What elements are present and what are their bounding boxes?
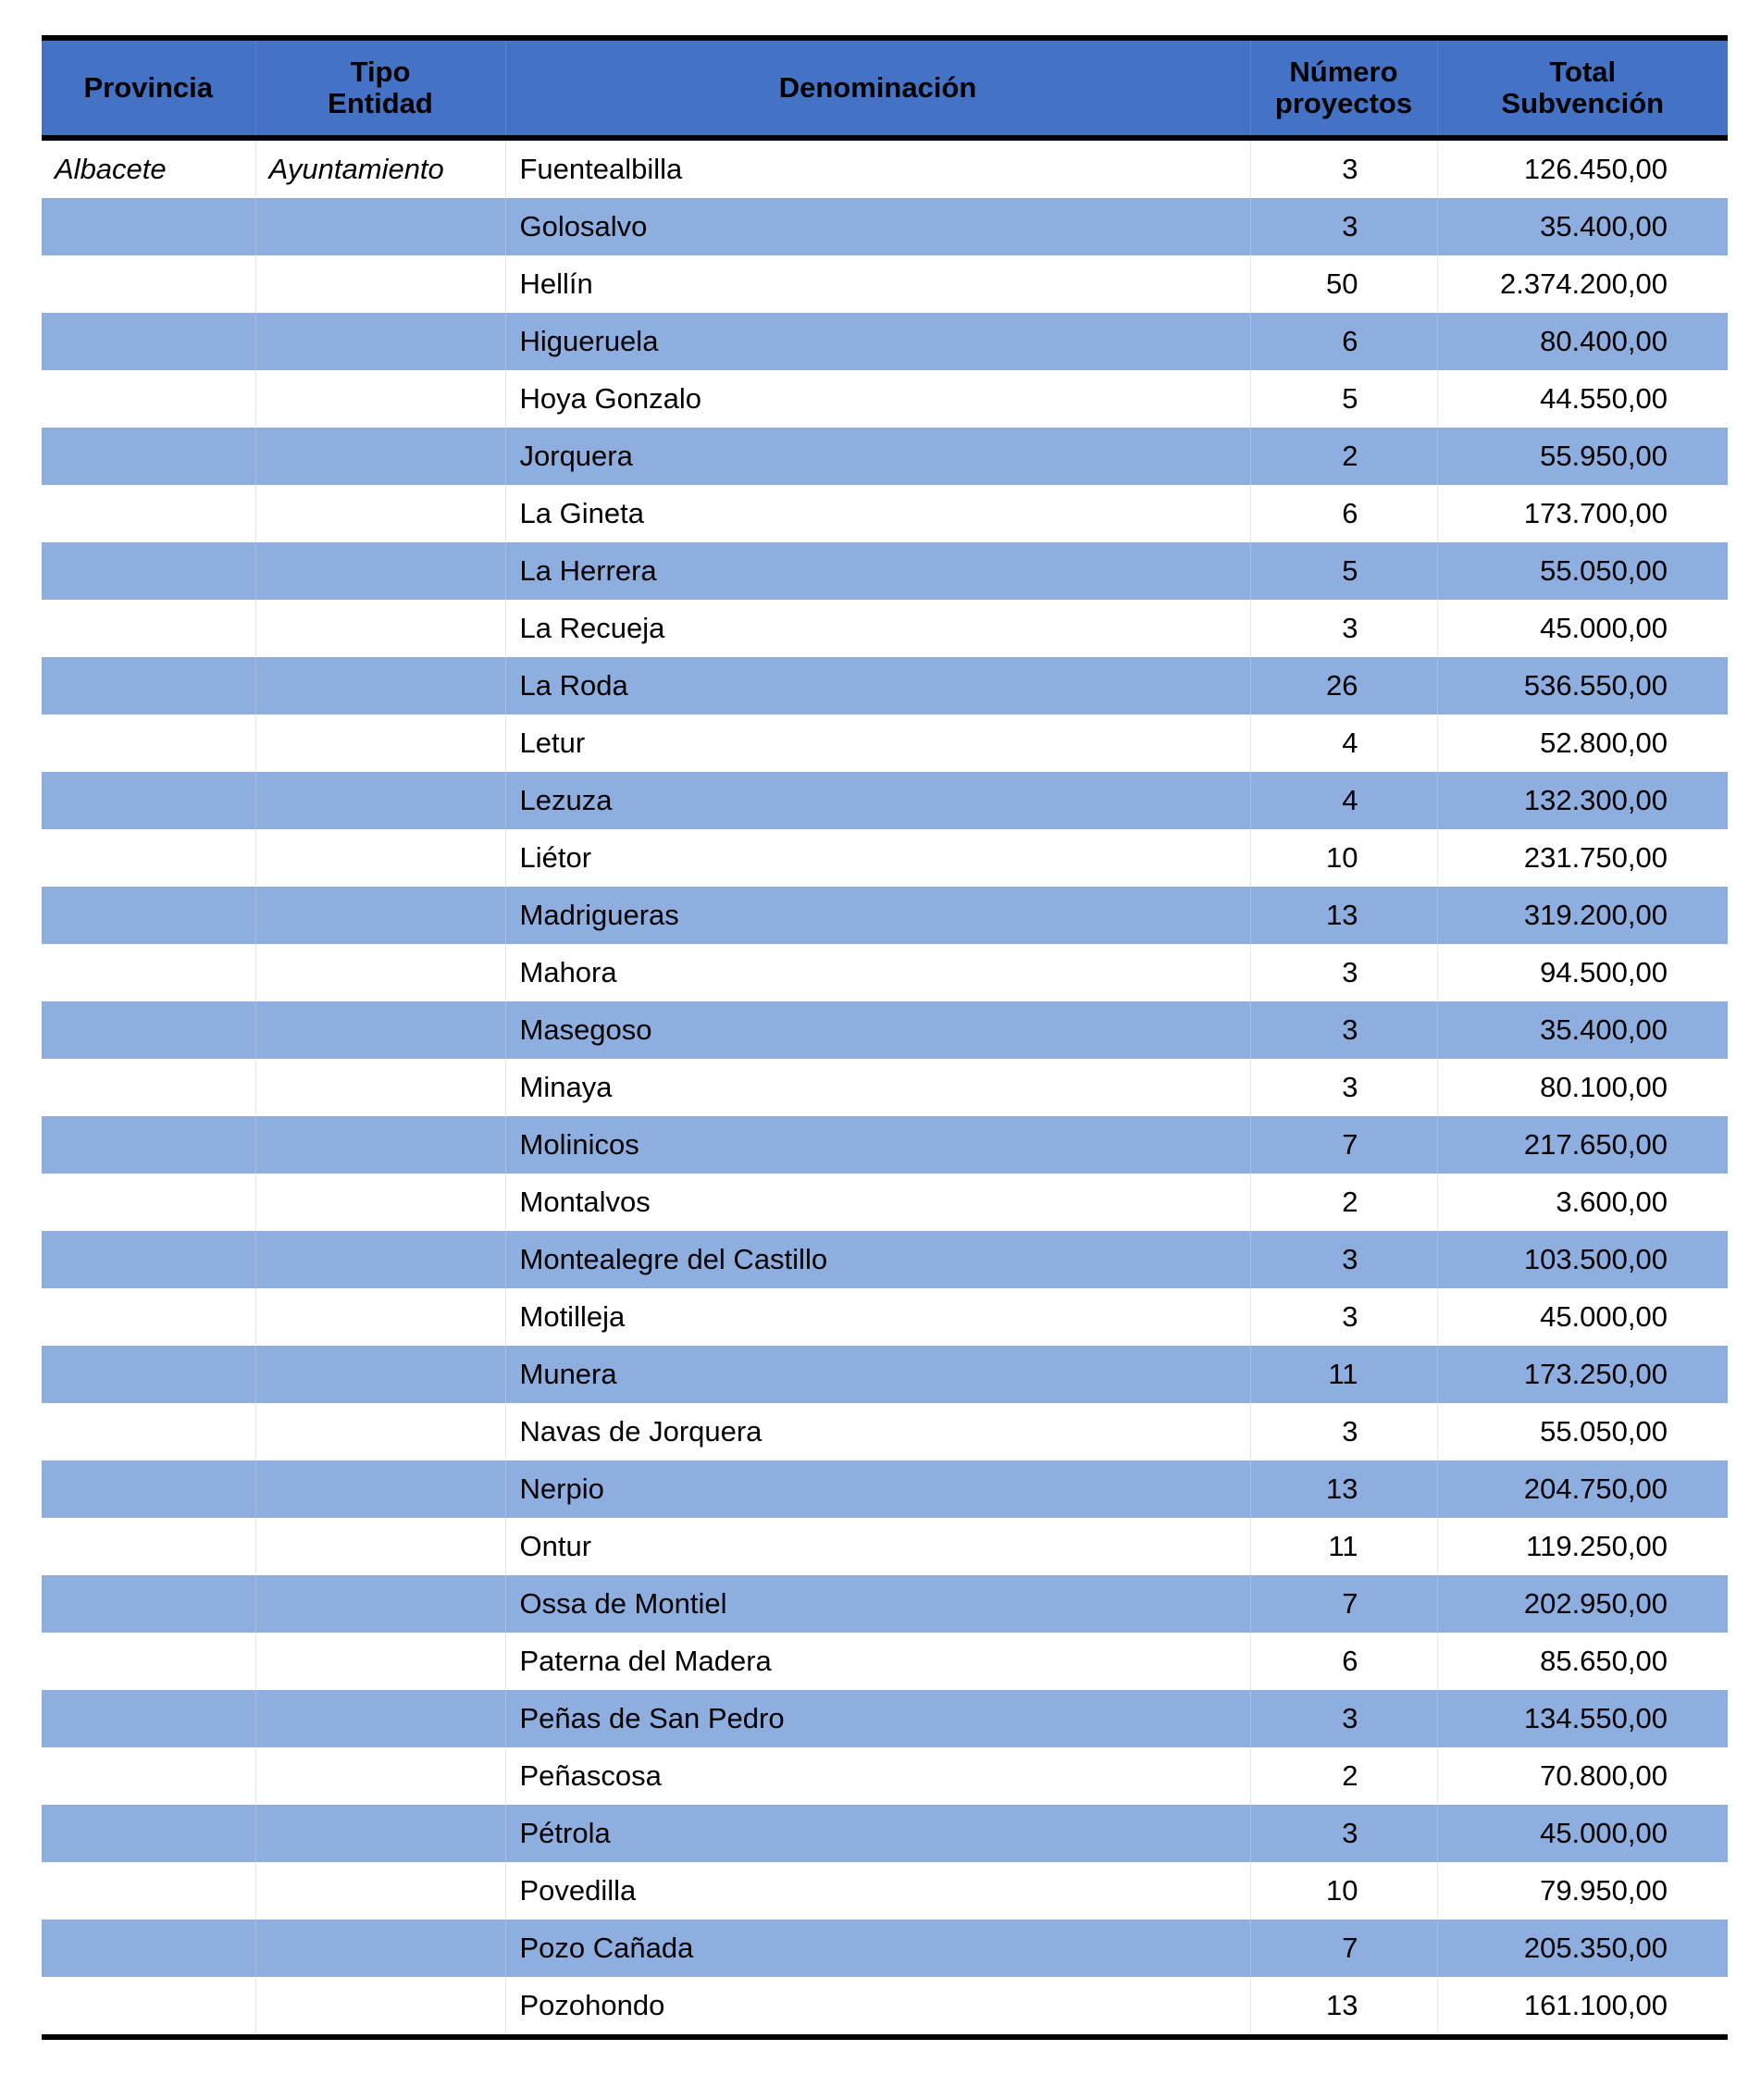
cell-total-subvencion: 536.550,00: [1437, 657, 1728, 714]
cell-numero-proyectos: 3: [1250, 1690, 1437, 1747]
table-row: [42, 887, 1728, 944]
cell-numero-proyectos: 2: [1250, 1174, 1437, 1231]
table-row: [42, 1518, 1728, 1575]
table-row: [42, 600, 1728, 657]
table-row: [42, 1690, 1728, 1747]
header-tipo-entidad: Tipo Entidad: [255, 38, 505, 138]
cell-tipo-entidad: [255, 485, 505, 542]
cell-provincia: [42, 1690, 255, 1747]
cell-tipo-entidad: [255, 1059, 505, 1116]
cell-tipo-entidad: Ayuntamiento: [255, 138, 505, 198]
cell-total-subvencion: 173.250,00: [1437, 1346, 1728, 1403]
cell-total-subvencion: 45.000,00: [1437, 1805, 1728, 1862]
table-row: [42, 1805, 1728, 1862]
cell-provincia: [42, 255, 255, 313]
cell-denominacion: Mahora: [505, 944, 1250, 1001]
cell-numero-proyectos: 6: [1250, 485, 1437, 542]
cell-numero-proyectos: 3: [1250, 1001, 1437, 1059]
table-body: [42, 138, 1728, 2037]
cell-tipo-entidad: [255, 1747, 505, 1805]
cell-tipo-entidad: [255, 829, 505, 887]
header-numero-proyectos: Número proyectos: [1250, 38, 1437, 138]
cell-denominacion: Hellín: [505, 255, 1250, 313]
cell-tipo-entidad: [255, 1174, 505, 1231]
cell-tipo-entidad: [255, 1690, 505, 1747]
cell-numero-proyectos: 3: [1250, 138, 1437, 198]
cell-numero-proyectos: 13: [1250, 1460, 1437, 1518]
cell-denominacion: La Gineta: [505, 485, 1250, 542]
cell-provincia: [42, 600, 255, 657]
cell-provincia: [42, 1977, 255, 2037]
cell-numero-proyectos: 6: [1250, 1633, 1437, 1690]
cell-tipo-entidad: [255, 1231, 505, 1288]
table-row: [42, 1633, 1728, 1690]
cell-tipo-entidad: [255, 255, 505, 313]
table-row: [42, 829, 1728, 887]
cell-total-subvencion: 44.550,00: [1437, 370, 1728, 428]
cell-tipo-entidad: [255, 313, 505, 370]
cell-denominacion: Pozohondo: [505, 1977, 1250, 2037]
cell-total-subvencion: 161.100,00: [1437, 1977, 1728, 2037]
table-row: [42, 428, 1728, 485]
cell-numero-proyectos: 5: [1250, 370, 1437, 428]
cell-provincia: [42, 1460, 255, 1518]
table-row: [42, 772, 1728, 829]
cell-tipo-entidad: [255, 1403, 505, 1460]
cell-denominacion: La Herrera: [505, 542, 1250, 600]
cell-denominacion: Motilleja: [505, 1288, 1250, 1346]
cell-provincia: [42, 657, 255, 714]
cell-tipo-entidad: [255, 887, 505, 944]
cell-tipo-entidad: [255, 1862, 505, 1920]
cell-denominacion: Ontur: [505, 1518, 1250, 1575]
cell-provincia: [42, 714, 255, 772]
cell-total-subvencion: 55.050,00: [1437, 1403, 1728, 1460]
cell-tipo-entidad: [255, 428, 505, 485]
cell-provincia: [42, 1116, 255, 1174]
cell-denominacion: Nerpio: [505, 1460, 1250, 1518]
cell-tipo-entidad: [255, 657, 505, 714]
cell-numero-proyectos: 2: [1250, 428, 1437, 485]
cell-denominacion: Minaya: [505, 1059, 1250, 1116]
cell-denominacion: Letur: [505, 714, 1250, 772]
cell-denominacion: Lezuza: [505, 772, 1250, 829]
cell-denominacion: Higueruela: [505, 313, 1250, 370]
cell-provincia: [42, 1059, 255, 1116]
cell-total-subvencion: 55.050,00: [1437, 542, 1728, 600]
cell-tipo-entidad: [255, 1920, 505, 1977]
cell-denominacion: Molinicos: [505, 1116, 1250, 1174]
cell-denominacion: Fuentealbilla: [505, 138, 1250, 198]
cell-numero-proyectos: 3: [1250, 1231, 1437, 1288]
cell-provincia: [42, 1403, 255, 1460]
cell-denominacion: Hoya Gonzalo: [505, 370, 1250, 428]
cell-provincia: [42, 944, 255, 1001]
cell-numero-proyectos: 11: [1250, 1346, 1437, 1403]
cell-provincia: [42, 1575, 255, 1633]
cell-total-subvencion: 70.800,00: [1437, 1747, 1728, 1805]
cell-tipo-entidad: [255, 1001, 505, 1059]
cell-provincia: [42, 1862, 255, 1920]
cell-numero-proyectos: 3: [1250, 1059, 1437, 1116]
cell-tipo-entidad: [255, 1575, 505, 1633]
table-row: [42, 1575, 1728, 1633]
table-row: [42, 1116, 1728, 1174]
cell-tipo-entidad: [255, 600, 505, 657]
cell-total-subvencion: 134.550,00: [1437, 1690, 1728, 1747]
cell-tipo-entidad: [255, 1977, 505, 2037]
table-row: [42, 313, 1728, 370]
cell-total-subvencion: 85.650,00: [1437, 1633, 1728, 1690]
cell-provincia: [42, 428, 255, 485]
cell-provincia: [42, 772, 255, 829]
cell-denominacion: Madrigueras: [505, 887, 1250, 944]
table-row: [42, 714, 1728, 772]
table-row: [42, 1346, 1728, 1403]
cell-tipo-entidad: [255, 714, 505, 772]
cell-provincia: [42, 1747, 255, 1805]
cell-total-subvencion: 80.100,00: [1437, 1059, 1728, 1116]
cell-total-subvencion: 52.800,00: [1437, 714, 1728, 772]
cell-total-subvencion: 319.200,00: [1437, 887, 1728, 944]
cell-provincia: [42, 370, 255, 428]
cell-provincia: [42, 1001, 255, 1059]
cell-total-subvencion: 2.374.200,00: [1437, 255, 1728, 313]
table-row: [42, 198, 1728, 255]
cell-tipo-entidad: [255, 1805, 505, 1862]
header-denominacion: Denominación: [505, 38, 1250, 138]
cell-numero-proyectos: 13: [1250, 1977, 1437, 2037]
cell-tipo-entidad: [255, 370, 505, 428]
table-row: [42, 485, 1728, 542]
cell-numero-proyectos: 3: [1250, 198, 1437, 255]
table-row: [42, 1920, 1728, 1977]
table-row: [42, 1288, 1728, 1346]
cell-numero-proyectos: 4: [1250, 772, 1437, 829]
cell-provincia: [42, 1920, 255, 1977]
cell-provincia: [42, 485, 255, 542]
cell-total-subvencion: 126.450,00: [1437, 138, 1728, 198]
table-row: [42, 1977, 1728, 2037]
cell-numero-proyectos: 5: [1250, 542, 1437, 600]
table-row: [42, 542, 1728, 600]
cell-denominacion: Liétor: [505, 829, 1250, 887]
cell-numero-proyectos: 50: [1250, 255, 1437, 313]
cell-provincia: [42, 1288, 255, 1346]
cell-provincia: [42, 198, 255, 255]
cell-tipo-entidad: [255, 1346, 505, 1403]
cell-total-subvencion: 45.000,00: [1437, 1288, 1728, 1346]
header-total-subvencion: Total Subvención: [1437, 38, 1728, 138]
cell-total-subvencion: 80.400,00: [1437, 313, 1728, 370]
cell-numero-proyectos: 7: [1250, 1920, 1437, 1977]
table-row: [42, 370, 1728, 428]
cell-provincia: [42, 1346, 255, 1403]
cell-denominacion: La Roda: [505, 657, 1250, 714]
cell-total-subvencion: 202.950,00: [1437, 1575, 1728, 1633]
cell-denominacion: Montalvos: [505, 1174, 1250, 1231]
table-row: [42, 255, 1728, 313]
table-row: [42, 1001, 1728, 1059]
cell-provincia: [42, 542, 255, 600]
cell-provincia: Albacete: [55, 153, 167, 185]
cell-tipo-entidad: [255, 1288, 505, 1346]
cell-provincia: [42, 1174, 255, 1231]
cell-total-subvencion: 94.500,00: [1437, 944, 1728, 1001]
cell-numero-proyectos: 3: [1250, 1288, 1437, 1346]
cell-denominacion: Navas de Jorquera: [505, 1403, 1250, 1460]
cell-denominacion: Povedilla: [505, 1862, 1250, 1920]
cell-denominacion: Peñas de San Pedro: [505, 1690, 1250, 1747]
cell-numero-proyectos: 10: [1250, 1862, 1437, 1920]
cell-tipo-entidad: [255, 1633, 505, 1690]
cell-denominacion: Golosalvo: [505, 198, 1250, 255]
cell-numero-proyectos: 11: [1250, 1518, 1437, 1575]
cell-tipo-entidad: [255, 1116, 505, 1174]
cell-numero-proyectos: 7: [1250, 1116, 1437, 1174]
cell-tipo-entidad: [255, 1460, 505, 1518]
table-row: [42, 1403, 1728, 1460]
cell-numero-proyectos: 7: [1250, 1575, 1437, 1633]
cell-numero-proyectos: 26: [1250, 657, 1437, 714]
cell-numero-proyectos: 3: [1250, 1403, 1437, 1460]
table-row: [42, 1460, 1728, 1518]
cell-denominacion: Masegoso: [505, 1001, 1250, 1059]
table-row: [42, 1862, 1728, 1920]
cell-denominacion: Pozo Cañada: [505, 1920, 1250, 1977]
cell-provincia: [42, 1518, 255, 1575]
cell-provincia: [42, 1231, 255, 1288]
cell-denominacion: Paterna del Madera: [505, 1633, 1250, 1690]
cell-numero-proyectos: 13: [1250, 887, 1437, 944]
cell-total-subvencion: 45.000,00: [1437, 600, 1728, 657]
cell-tipo-entidad: [255, 1518, 505, 1575]
cell-numero-proyectos: 4: [1250, 714, 1437, 772]
table-row: [42, 657, 1728, 714]
cell-total-subvencion: 119.250,00: [1437, 1518, 1728, 1575]
cell-numero-proyectos: 2: [1250, 1747, 1437, 1805]
cell-total-subvencion: 55.950,00: [1437, 428, 1728, 485]
cell-provincia: [42, 313, 255, 370]
cell-tipo-entidad: [255, 198, 505, 255]
cell-numero-proyectos: 6: [1250, 313, 1437, 370]
header-provincia: Provincia: [42, 38, 255, 138]
cell-provincia: [42, 887, 255, 944]
header-row: [42, 38, 1728, 138]
table-row: [42, 944, 1728, 1001]
cell-total-subvencion: 132.300,00: [1437, 772, 1728, 829]
cell-numero-proyectos: 10: [1250, 829, 1437, 887]
cell-denominacion: Ossa de Montiel: [505, 1575, 1250, 1633]
table-row: [42, 1747, 1728, 1805]
table-row: [42, 138, 1728, 198]
cell-provincia: [42, 1633, 255, 1690]
subsidy-table: [42, 35, 1728, 2040]
cell-denominacion: Pétrola: [505, 1805, 1250, 1862]
cell-total-subvencion: 231.750,00: [1437, 829, 1728, 887]
table-row: [42, 1231, 1728, 1288]
cell-total-subvencion: 205.350,00: [1437, 1920, 1728, 1977]
cell-total-subvencion: 35.400,00: [1437, 1001, 1728, 1059]
cell-provincia: [42, 1805, 255, 1862]
cell-tipo-entidad: [255, 944, 505, 1001]
cell-total-subvencion: 3.600,00: [1437, 1174, 1728, 1231]
cell-total-subvencion: 35.400,00: [1437, 198, 1728, 255]
cell-denominacion: Peñascosa: [505, 1747, 1250, 1805]
cell-tipo-entidad: [255, 772, 505, 829]
cell-tipo-entidad: [255, 542, 505, 600]
table-header: [42, 38, 1728, 138]
cell-numero-proyectos: 3: [1250, 1805, 1437, 1862]
cell-denominacion: Jorquera: [505, 428, 1250, 485]
cell-numero-proyectos: 3: [1250, 944, 1437, 1001]
cell-denominacion: La Recueja: [505, 600, 1250, 657]
cell-denominacion: Munera: [505, 1346, 1250, 1403]
cell-denominacion: Montealegre del Castillo: [505, 1231, 1250, 1288]
table-row: [42, 1059, 1728, 1116]
cell-total-subvencion: 204.750,00: [1437, 1460, 1728, 1518]
cell-total-subvencion: 173.700,00: [1437, 485, 1728, 542]
cell-total-subvencion: 79.950,00: [1437, 1862, 1728, 1920]
cell-total-subvencion: 103.500,00: [1437, 1231, 1728, 1288]
cell-provincia: [42, 829, 255, 887]
cell-total-subvencion: 217.650,00: [1437, 1116, 1728, 1174]
table-row: [42, 1174, 1728, 1231]
cell-numero-proyectos: 3: [1250, 600, 1437, 657]
